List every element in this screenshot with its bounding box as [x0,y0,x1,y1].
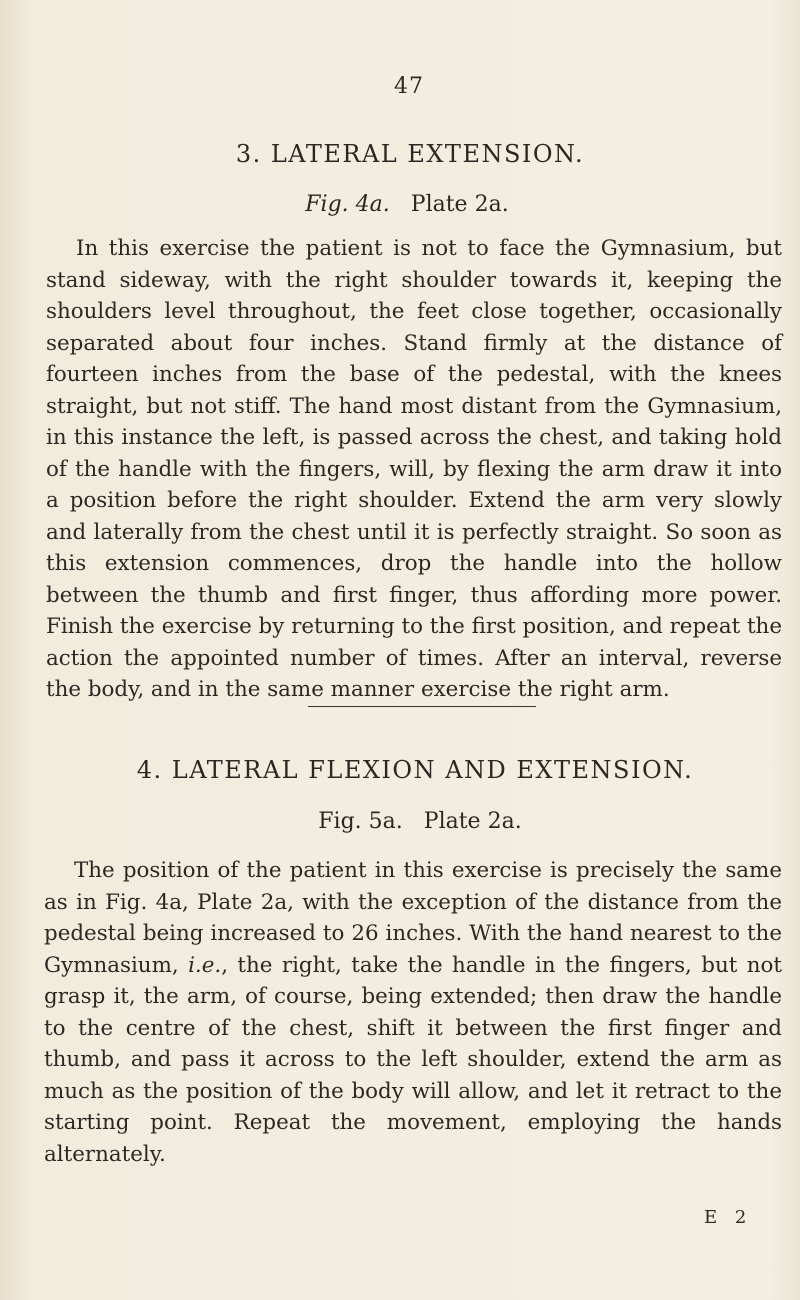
section-heading-lateral-extension: 3. LATERAL EXTENSION. [235,140,585,168]
fig-label: Fig. 4a. [305,192,390,217]
page-number: 47 [394,74,424,99]
paragraph-lateral-extension: In this exercise the patient is not to face the Gymnasium, but stand sideway, with the right shoulder towards it, keeping the shoulders level throughout, the feet close together, occasionally separated about four inches. Stand firmly at the distance of fourteen inches from the base of the pedestal, with the knees straight, but not stiff. The hand most distant from the Gymnasium, in this instance the left, is passed across the chest, and taking hold of the handle with the fingers, will, by flexing the arm draw it into a position before the right shoulder. Extend the arm very slowly and laterally from the chest until it is perfectly straight. So soon as this extension commences, drop the handle into the hollow between the thumb and first finger, thus affording more power. Finish the exercise by returning to the first position, and repeat the action the appointed number of times. After an interval, reverse the body, and in the same manner exercise the right arm. [46,236,782,702]
figure-caption-4a [0,192,800,217]
paragraph-lateral-flexion-extension [44,855,782,1170]
section-divider [308,706,536,707]
section-heading-lateral-flexion-extension: 4. LATERAL FLEXION AND EXTENSION. [136,756,694,784]
plate-label: Plate 2a. [423,809,522,834]
plate-label: Plate 2a. [410,192,509,217]
paragraph-text-ie: i.e. [188,952,222,978]
fig-label: Fig. 5a. [318,809,403,834]
paragraph-text-part2: , the right, take the handle in the fingers, but not grasp it, the arm, of course, being extended; then draw the handle to the centre of the chest, shift it between the first finger and thumb, and pass it across to the left shoulder, extend the arm as much as the position of the body will allow, and let it retract to the starting point. Repeat the movement, employing the hands alternately. [44,952,783,1167]
paragraph-text-part1: The position of the patient in this exercise is precisely the same as in Fig. 4a, Plate 2a, with the exception of the distance from the pedestal being increased to 26 inches. With the hand nearest to the Gymnasium, [44,858,782,978]
signature-mark: E 2 [704,1207,753,1228]
figure-caption-5a [0,809,800,834]
